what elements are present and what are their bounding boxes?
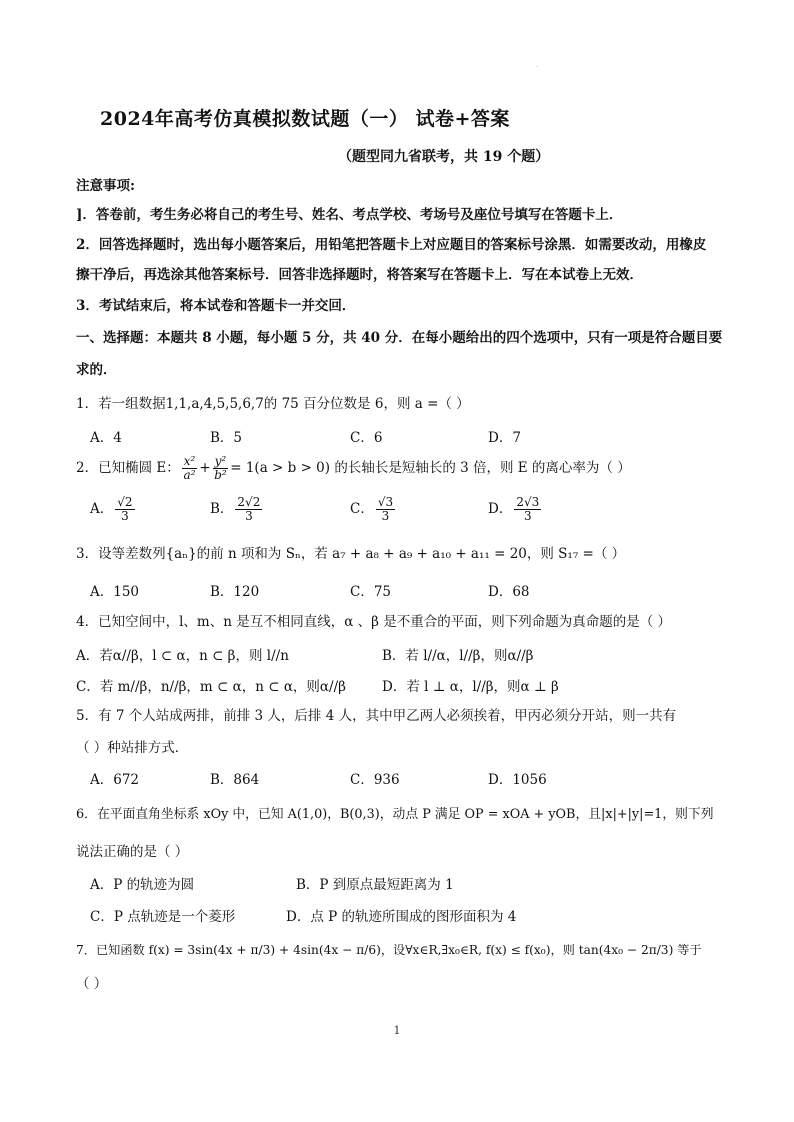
fraction-x2-a2 — [182, 455, 198, 482]
fraction-num: 2√3 — [516, 495, 540, 509]
question-1-options — [90, 426, 690, 446]
question-3-option-a: A．150 — [90, 584, 140, 600]
fraction-num: √3 — [377, 495, 394, 509]
question-6-option-a: A．P 的轨迹为圆 — [90, 877, 195, 893]
question-3-stem: 3．设等差数列{aₙ}的前 n 项和为 Sₙ，若 a₇ + a₈ + a₉ + a₁₀ + a₁₁ = 20，则 S₁₇ =（ ） — [76, 546, 626, 562]
question-2-stem: 2．已知椭圆 E： $\frac{\text{x²}}{\text{a²}}$ + $\frac{\text{y²}}{\text{b²}}$ = 1(a > b > 0) 的长轴长是短轴长的 3 倍，则 E 的离心率为（ ） — [76, 454, 631, 482]
question-1-option-b: B．5 — [210, 430, 243, 446]
fraction-den: a² — [183, 468, 196, 482]
option-fraction — [115, 496, 134, 523]
section-heading-line1: 一、选择题：本题共 8 小题，每小题 5 分，共 40 分．在每小题给出的四个选项中，只有一项是符合题目要 — [76, 330, 723, 346]
question-5-options — [90, 768, 690, 788]
page-number: 1 — [393, 1024, 401, 1037]
question-1-option-c: C．6 — [350, 430, 383, 446]
question-1-stem: 1．若一组数据1,1,a,4,5,5,6,7的 75 百分位数是 6，则 a =（ ） — [76, 396, 470, 412]
fraction-den: 3 — [245, 509, 253, 523]
question-5-option-a: A．672 — [90, 772, 140, 788]
question-6-stem-line1: 6．在平面直角坐标系 xOy 中，已知 A(1,0)，B(0,3)，动点 P 满足 OP = xOA + yOB，且|x|+|y|=1，则下列 — [76, 807, 714, 822]
question-6-options-row1 — [90, 873, 690, 893]
question-6-stem-line2: 说法正确的是（ ） — [76, 844, 189, 860]
question-2-option-c — [350, 496, 397, 523]
fraction-den: 3 — [121, 509, 129, 523]
question-4-options-row2 — [76, 675, 716, 695]
question-5-option-c: C．936 — [350, 772, 400, 788]
fraction-den: b² — [214, 468, 227, 482]
question-4-stem: 4．已知空间中，l、m、n 是互不相同直线，α 、β 是不重合的平面，则下列命题为真命题的是（ ） — [76, 614, 671, 630]
fraction-num: x² — [183, 454, 196, 468]
question-6-option-d: D．点 P 的轨迹所围成的图形面积为 4 — [286, 909, 517, 925]
question-6-option-b: B．P 到原点最短距离为 1 — [296, 877, 454, 893]
question-2-option-b — [210, 496, 264, 523]
option-fraction — [376, 496, 395, 523]
question-3-option-b: B．120 — [210, 584, 260, 600]
question-7-stem-line2: （ ） — [76, 976, 108, 992]
question-5-option-d: D．1056 — [488, 772, 547, 788]
notice-item-3: 3．考试结束后，将本试卷和答题卡一并交回． — [76, 298, 356, 314]
option-label: A． — [90, 501, 114, 517]
question-1-option-a: A．4 — [90, 430, 122, 446]
option-label: D． — [488, 501, 513, 517]
question-2-stem-lead: 2．已知椭圆 E： — [76, 460, 180, 476]
notice-item-1: ]．答卷前，考生务必将自己的考生号、姓名、考点学校、考场号及座位号填写在答题卡上． — [76, 207, 623, 223]
question-4-option-b: B．若 l//α，l//β，则α//β — [382, 648, 534, 664]
notice-item-2a: 2．回答选择题时，选出每小题答案后，用铅笔把答题卡上对应题目的答案标号涂黑．如需要改动，用橡皮 — [76, 237, 707, 253]
question-2-options — [90, 496, 690, 532]
question-5-stem-line2: （ ）种站排方式． — [76, 740, 189, 756]
question-2-option-a — [90, 496, 137, 523]
question-5-option-b: B．864 — [210, 772, 260, 788]
fraction-den: 3 — [523, 509, 532, 523]
question-4-option-c: C．若 m//β，n//β，m ⊂ α，n ⊂ α，则α//β — [76, 679, 346, 695]
question-7-stem-line1: 7．已知函数 f(x) = 3sin(4x + π/3) + 4sin(4x − π/6)，设∀x∈R,∃x₀∈R, f(x) ≤ f(x₀)，则 tan(4x₀ − 2π/3) 等于 — [76, 943, 702, 957]
question-3-options — [90, 580, 690, 600]
question-2-stem-tail: = 1(a > b > 0) 的长轴长是短轴长的 3 倍，则 E 的离心率为（ ） — [230, 460, 631, 476]
notice-item-2b: 擦干净后，再选涂其他答案标号．回答非选择题时，将答案写在答题卡上．写在本试卷上无效． — [76, 267, 643, 283]
question-4-options-row1 — [76, 644, 716, 664]
question-4-option-d: D．若 l ⊥ α，l//β，则α ⊥ β — [382, 679, 559, 695]
question-5-stem-line1: 5．有 7 个人站成两排，前排 3 人，后排 4 人，其中甲乙两人必须挨着，甲丙必须分开站，则一共有 — [76, 708, 677, 724]
fraction-y2-b2 — [213, 455, 229, 482]
section-heading-line2: 求的． — [76, 362, 117, 378]
question-1-option-d: D．7 — [488, 430, 521, 446]
question-3-option-c: C．75 — [350, 584, 392, 600]
fraction-num: y² — [214, 454, 227, 468]
question-6-options-row2 — [90, 905, 690, 925]
scan-dot: · — [536, 64, 538, 71]
question-4-option-a: A．若α//β，l ⊂ α，n ⊂ β，则 l//n — [76, 648, 289, 664]
option-fraction — [514, 496, 541, 523]
fraction-num: 2√2 — [237, 495, 261, 509]
fraction-num: √2 — [117, 495, 133, 509]
page-subtitle: （题型同九省联考，共 19 个题） — [338, 149, 550, 165]
option-fraction — [235, 496, 262, 523]
question-2-option-d — [488, 496, 543, 523]
question-3-option-d: D．68 — [488, 584, 530, 600]
fraction-den: 3 — [381, 509, 390, 523]
page-title: 2024年高考仿真模拟数试题（一） 试卷+答案 — [100, 108, 510, 130]
option-label: B． — [210, 501, 234, 517]
option-label: C． — [350, 501, 374, 517]
question-6-option-c: C．P 点轨迹是一个菱形 — [90, 909, 236, 925]
notice-heading: 注意事项: — [76, 178, 135, 194]
